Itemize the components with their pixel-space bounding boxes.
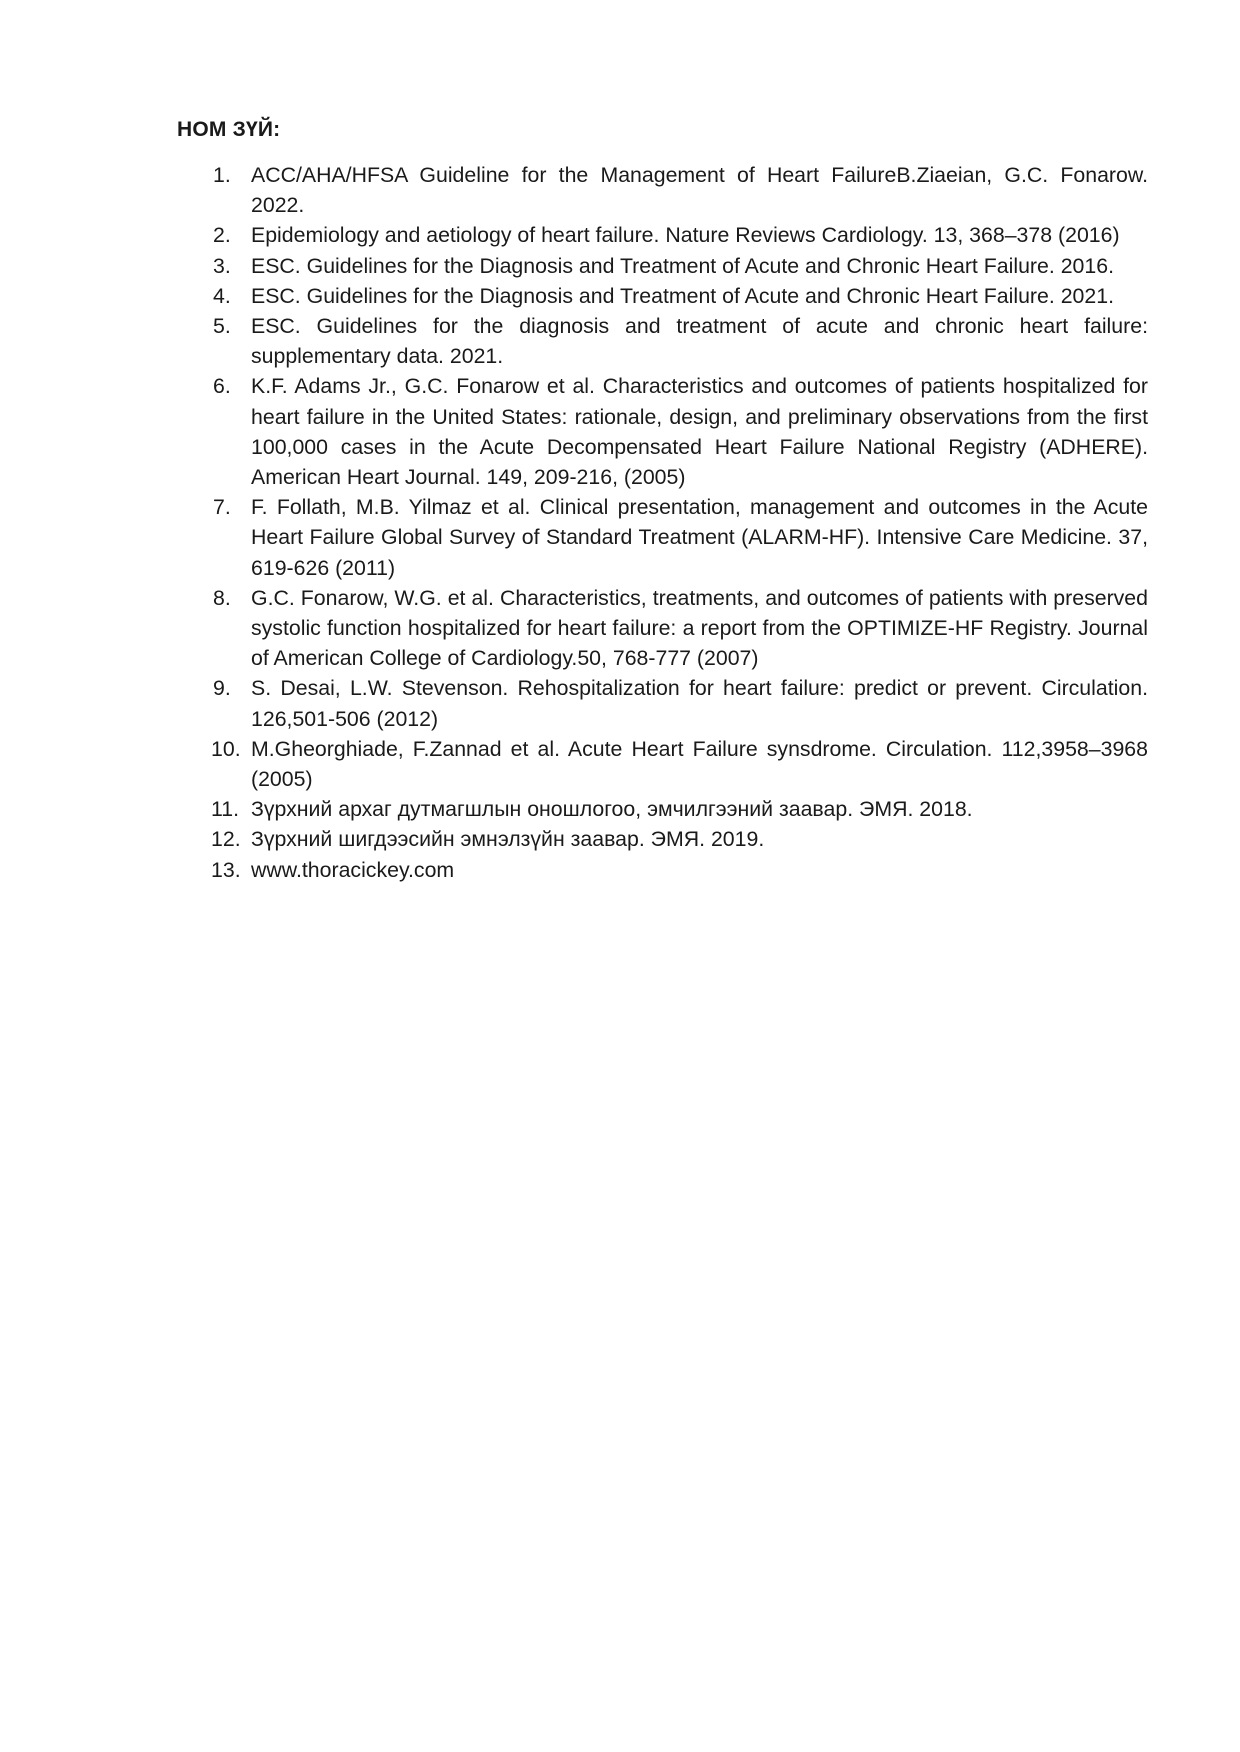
reference-number: 7. — [213, 495, 231, 520]
reference-item — [213, 281, 1148, 311]
reference-number: 2. — [213, 223, 231, 248]
reference-item — [213, 251, 1148, 281]
reference-list — [213, 160, 1148, 885]
reference-text: F. Follath, M.B. Yilmaz et al. Clinical presentation, management and outcomes in the Acute Heart Failure Global Survey of Standard Treatment (ALARM-HF). Intensive Care Medicine. 37, 619-626 (2011) — [251, 495, 1148, 580]
reference-text: ESC. Guidelines for the Diagnosis and Treatment of Acute and Chronic Heart Failure. 2016. — [251, 253, 1114, 278]
reference-number: 10. — [211, 736, 241, 761]
reference-number: 9. — [213, 676, 231, 701]
reference-text: ACC/AHA/HFSA Guideline for the Management of Heart FailureB.Ziaeian, G.C. Fonarow. 2022. — [251, 163, 1148, 218]
reference-text: G.C. Fonarow, W.G. et al. Characteristics, treatments, and outcomes of patients with preserved systolic function hospitalized for heart failure: a report from the OPTIMIZE-HF Registry. Journal of American College of Cardiology.50, 768-777 (2007) — [251, 585, 1148, 671]
reference-number: 5. — [213, 314, 231, 339]
reference-text: Зүрхний шигдээсийн эмнэлзүйн заавар. ЭМЯ. 2019. — [251, 827, 765, 852]
reference-text: ESC. Guidelines for the diagnosis and treatment of acute and chronic heart failure: supplementary data. 2021. — [251, 314, 1148, 369]
reference-item — [213, 855, 1148, 885]
reference-number: 4. — [213, 283, 231, 308]
reference-number: 1. — [213, 163, 231, 187]
reference-item — [213, 824, 1148, 854]
reference-text: Зүрхний архаг дутмагшлын оношлогоо, эмчилгээний заавар. ЭМЯ. 2018. — [251, 797, 973, 822]
reference-link[interactable]: www.thoracickey.com — [251, 857, 455, 882]
reference-text: ESC. Guidelines for the Diagnosis and Treatment of Acute and Chronic Heart Failure. 2021. — [251, 283, 1114, 308]
reference-item — [213, 160, 1148, 220]
reference-number: 8. — [213, 585, 231, 610]
reference-item — [213, 220, 1148, 250]
reference-text: K.F. Adams Jr., G.C. Fonarow et al. Characteristics and outcomes of patients hospitalized for heart failure in the United States: rationale, design, and preliminary observations from the first 100,000 cases in the Acute Decompensated Heart Failure National Registry (ADHERE). American Heart Journal. 149, 209-216, (2005) — [251, 374, 1148, 490]
reference-item — [213, 734, 1148, 794]
reference-number: 3. — [213, 253, 231, 278]
reference-number: 6. — [213, 374, 231, 399]
reference-item — [213, 311, 1148, 371]
reference-text: Epidemiology and aetiology of heart failure. Nature Reviews Cardiology. 13, 368–378 (2016) — [251, 223, 1120, 248]
bibliography-heading: НОМ ЗҮЙ: — [177, 118, 281, 141]
reference-number: 12. — [211, 827, 241, 852]
reference-item — [213, 583, 1148, 674]
reference-number: 13. — [211, 857, 241, 882]
reference-item — [213, 673, 1148, 733]
reference-item — [213, 371, 1148, 492]
reference-item — [213, 794, 1148, 824]
reference-item — [213, 492, 1148, 583]
reference-text: S. Desai, L.W. Stevenson. Rehospitalization for heart failure: predict or prevent. Circulation. 126,501-506 (2012) — [251, 676, 1148, 731]
reference-number: 11. — [211, 797, 240, 822]
reference-text: M.Gheorghiade, F.Zannad et al. Acute Heart Failure synsdrome. Circulation. 112,3958–3968 (2005) — [251, 736, 1148, 792]
